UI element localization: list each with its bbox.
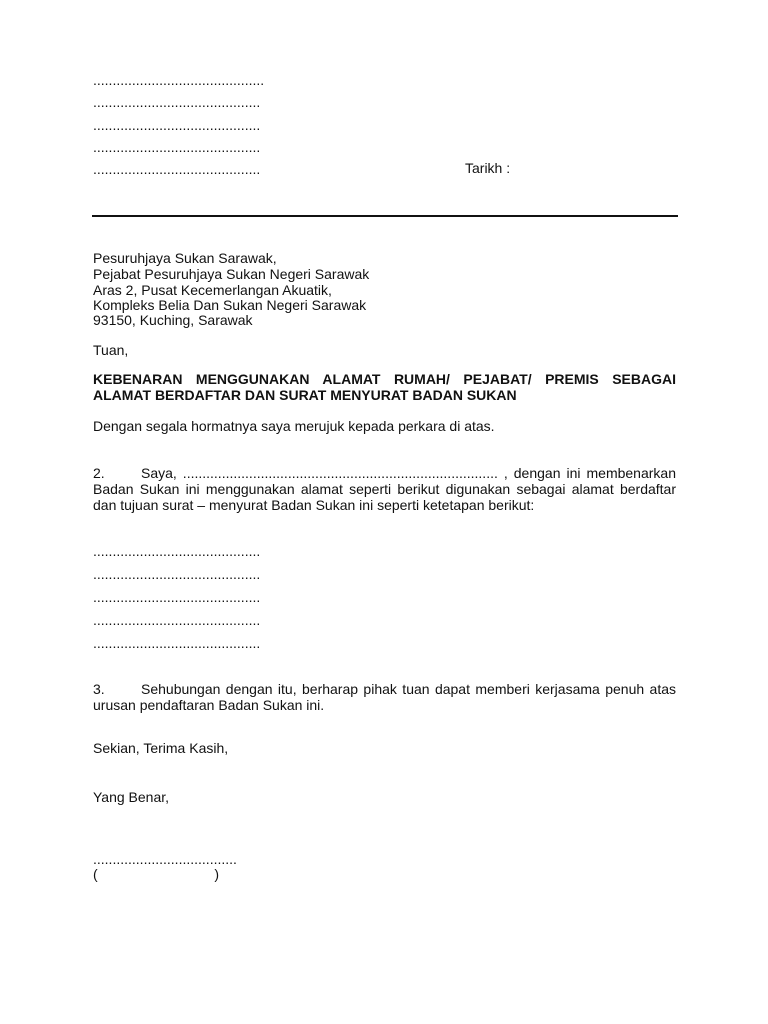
closing: Sekian, Terima Kasih, <box>93 740 229 756</box>
signature-line: ..................................... <box>93 851 237 867</box>
header-divider <box>92 215 678 217</box>
name-brackets: ( ) <box>93 866 220 882</box>
recipient-line-1: Pesuruhjaya Sukan Sarawak, <box>93 250 277 266</box>
paragraph-3-text: Sehubungan dengan itu, berharap pihak tuan dapat memberi kerjasama penuh atas urusan pendaftaran Badan Sukan ini. <box>93 681 676 713</box>
recipient-line-2: Pejabat Pesuruhjaya Sukan Negeri Sarawak <box>93 266 370 282</box>
intro-paragraph: Dengan segala hormatnya saya merujuk kepada perkara di atas. <box>93 418 495 434</box>
recipient-line-4: Kompleks Belia Dan Sukan Negeri Sarawak <box>93 297 367 313</box>
recipient-line-5: 93150, Kuching, Sarawak <box>93 312 253 328</box>
sender-address-line-4: ........................................... <box>93 139 261 155</box>
paragraph-2 <box>93 465 676 513</box>
address-line-5: ........................................... <box>93 635 261 651</box>
salutation: Tuan, <box>93 342 129 358</box>
paragraph-3 <box>93 681 676 713</box>
date-label: Tarikh : <box>465 160 511 176</box>
paragraph-3-number: 3. <box>93 681 105 697</box>
recipient-line-3: Aras 2, Pusat Kecemerlangan Akuatik, <box>93 282 332 298</box>
letter-subject: KEBENARAN MENGGUNAKAN ALAMAT RUMAH/ PEJABAT/ PREMIS SEBAGAI ALAMAT BERDAFTAR DAN SURAT MENYURAT BADAN SUKAN <box>93 371 676 403</box>
paragraph-2-text: Saya, ................................................................................. , dengan ini membenarkan Badan Sukan ini menggunakan alamat seperti berikut digunakan sebagai alamat berdaftar dan tujuan surat – menyurat Badan Sukan ini seperti ketetapan berikut: <box>93 465 676 513</box>
address-line-2: ........................................... <box>93 566 261 582</box>
sender-address-line-2: ........................................... <box>93 94 261 110</box>
address-line-1: ........................................... <box>93 543 261 559</box>
sign-off: Yang Benar, <box>93 789 170 805</box>
sender-address-line-5: ........................................... <box>93 161 261 177</box>
sender-address-line-3: ........................................... <box>93 117 261 133</box>
paragraph-2-number: 2. <box>93 465 105 481</box>
address-line-4: ........................................... <box>93 612 261 628</box>
address-line-3: ........................................... <box>93 589 261 605</box>
sender-address-line-1: ............................................ <box>93 72 265 88</box>
